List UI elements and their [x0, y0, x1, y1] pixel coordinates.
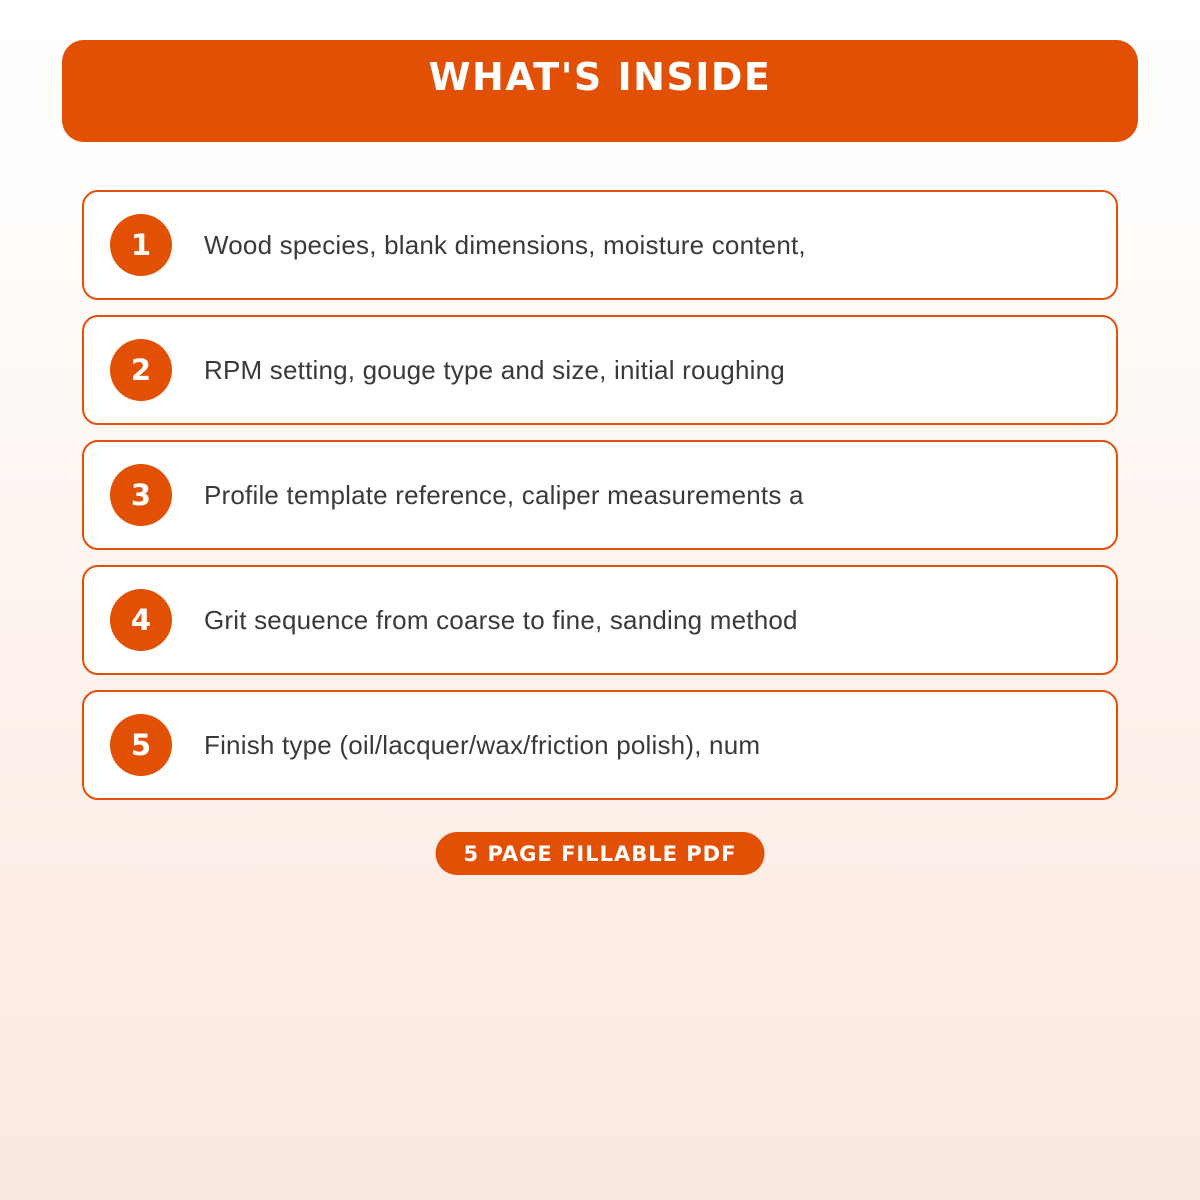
item-text-3: Profile template reference, caliper measurements a: [204, 479, 804, 510]
item-number-badge-2: 2: [110, 339, 172, 401]
item-number-badge-5: 5: [110, 714, 172, 776]
item-number-badge-1: 1: [110, 214, 172, 276]
pdf-badge-label: 5 PAGE FILLABLE PDF: [463, 841, 737, 866]
items-list: [82, 190, 1118, 815]
item-number-badge-3: 3: [110, 464, 172, 526]
list-item-5: [82, 690, 1118, 800]
item-text-1: Wood species, blank dimensions, moisture content,: [204, 229, 806, 260]
page-title: WHAT'S INSIDE: [428, 55, 772, 99]
item-text-2: RPM setting, gouge type and size, initial roughing: [204, 354, 785, 385]
pdf-badge: [436, 832, 765, 875]
item-text-5: Finish type (oil/lacquer/wax/friction polish), num: [204, 729, 761, 760]
item-text-4: Grit sequence from coarse to fine, sanding method: [204, 604, 798, 635]
list-item-1: [82, 190, 1118, 300]
item-number-badge-4: 4: [110, 589, 172, 651]
list-item-3: [82, 440, 1118, 550]
header-banner: [62, 40, 1138, 142]
list-item-4: [82, 565, 1118, 675]
list-item-2: [82, 315, 1118, 425]
